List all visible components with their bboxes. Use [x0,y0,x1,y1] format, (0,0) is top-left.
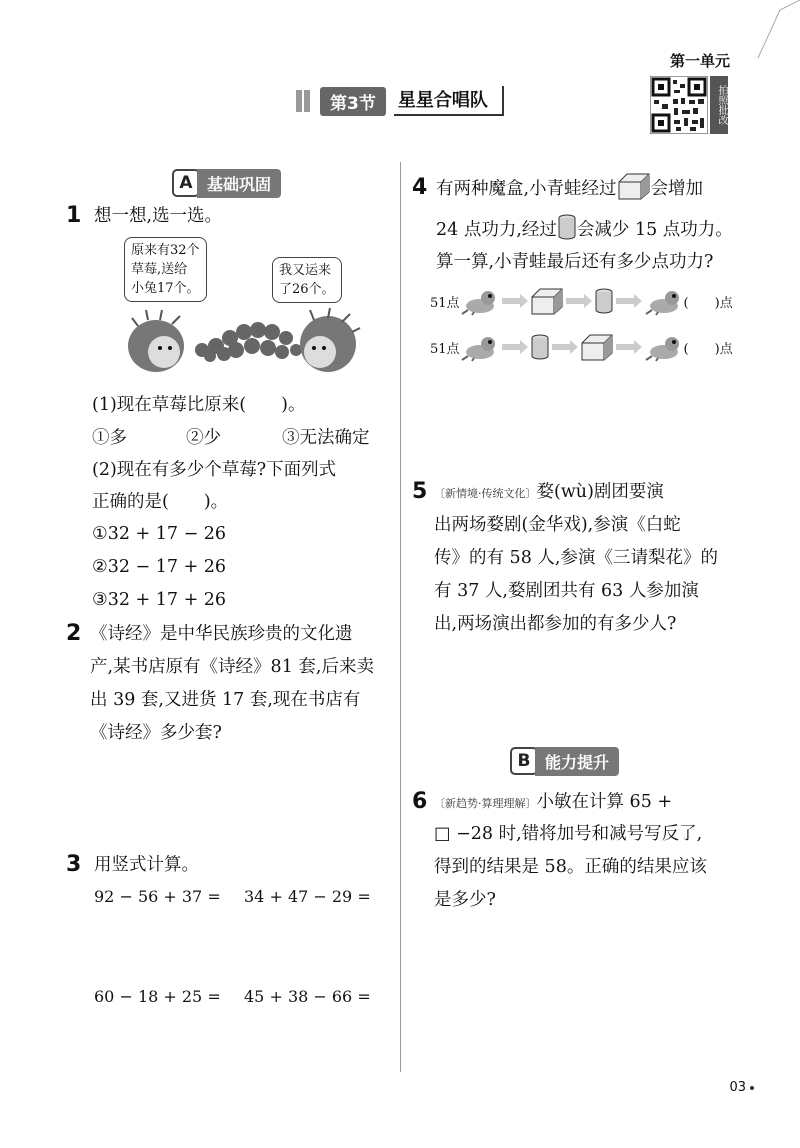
arrow-icon [614,339,644,355]
question-number: 6 [412,789,428,814]
q5-line: 有 37 人,婺剧团共有 63 人参加演 [434,581,699,601]
q6-tag: 〔新趋势·算理理解〕 [434,797,537,810]
start-value: 51点 [430,341,460,357]
speech-bubble-right [272,257,342,303]
q1-part1-option: ①多 [92,428,127,448]
cube-box-icon [530,287,564,315]
section-a-label: 基础巩固 [197,169,281,198]
q1-title: 想一想,选一选。 [94,206,223,226]
q6-text: 小敏在计算 65 + [536,792,673,812]
q1-part2-line: 正确的是( )。 [92,492,229,512]
q1-part2-option: ②32 − 17 + 26 [92,557,227,577]
frog-icon [644,286,684,316]
page-dot [750,1086,754,1090]
section-badge: 第3节 [320,87,386,116]
arrow-icon [550,339,580,355]
q4-flow-row [430,329,733,365]
q2-line: 出 39 套,又进货 17 套,现在书店有 [90,690,361,710]
q2-line: 《诗经》多少套? [90,723,222,743]
bubble-line: 草莓,送给 [131,262,188,277]
column-divider [400,162,401,1072]
qr-code-icon[interactable] [650,76,708,134]
q6-line: □ −28 时,错将加号和减号写反了, [434,824,703,844]
q2-line: 《诗经》是中华民族珍贵的文化遗 [90,624,353,644]
q1-part2-line: (2)现在有多少个草莓?下面列式 [92,460,337,480]
cylinder-box-icon [530,333,550,361]
arrow-icon [564,293,594,309]
q5-line: 传》的有 58 人,参演《三请梨花》的 [434,548,718,568]
q4-text: 会增加 [650,179,704,199]
q1-part1-option: ②少 [186,428,221,448]
q4-text: 有两种魔盒,小青蛙经过 [436,179,617,199]
bubble-line: 了26个。 [279,282,335,297]
start-value: 51点 [430,295,460,311]
q1-part1: (1)现在草莓比原来( )。 [92,395,306,415]
q4-flow-row [430,283,733,319]
corner-decoration [720,0,800,60]
question-number: 5 [412,479,428,504]
cube-box-icon [617,172,651,200]
cube-box-icon [580,333,614,361]
question-number: 3 [66,852,82,877]
q3-expression: 45 + 38 − 66 = [244,987,371,1006]
q5-line: 出,两场演出都参加的有多少人? [434,614,677,634]
q4-text: 24 点功力,经过 [436,220,557,240]
title-stripe [296,90,302,112]
q6-line: 是多少? [434,890,496,910]
bubble-line: 我又运来 [279,263,332,278]
q5-line1 [434,476,664,510]
section-title-bar [296,86,504,116]
section-b-label: 能力提升 [535,747,619,776]
q1-part2-option: ①32 + 17 − 26 [92,524,227,544]
q1-part2-option: ③32 + 17 + 26 [92,590,227,610]
q5-tag: 〔新情境·传统文化〕 [434,487,537,500]
cylinder-box-icon [557,213,577,241]
question-number: 2 [66,621,82,646]
cylinder-box-icon [594,287,614,315]
q6-line1 [434,786,672,820]
hedgehog-right-icon [300,308,360,372]
page-number: 03 [729,1080,746,1095]
q5-text: 婺(wù)剧团要演 [536,482,664,502]
answer-blank[interactable]: ( )点 [683,341,733,357]
q4-line1 [436,172,703,206]
title-stripe [304,90,310,112]
section-a-badge [172,169,281,197]
frog-icon [644,332,684,362]
bubble-line: 小兔17个。 [131,281,200,296]
section-title: 星星合唱队 [394,86,504,116]
strawberry-pile-icon [195,322,302,362]
question-number: 4 [412,175,428,200]
section-b-letter: B [510,747,538,775]
frog-icon [460,286,500,316]
speech-bubble-left [124,237,207,302]
arrow-icon [500,339,530,355]
q4-text: 会减少 15 点功力。 [576,220,733,240]
q5-line: 出两场婺剧(金华戏),参演《白蛇 [434,515,681,535]
q1-part1-option: ③无法确定 [282,428,370,448]
q3-expression: 92 − 56 + 37 = [94,887,221,906]
q3-title: 用竖式计算。 [94,855,199,875]
hedgehog-strawberry-illustration [124,300,364,384]
arrow-icon [614,293,644,309]
arrow-icon [500,293,530,309]
bubble-line: 原来有32个 [131,243,200,258]
q4-line3: 算一算,小青蛙最后还有多少点功力? [436,252,714,272]
q3-expression: 34 + 47 − 29 = [244,887,371,906]
frog-icon [460,332,500,362]
section-a-letter: A [172,169,200,197]
answer-blank[interactable]: ( )点 [683,295,733,311]
q4-line2 [436,213,733,247]
hedgehog-left-icon [128,310,184,372]
q2-line: 产,某书店原有《诗经》81 套,后来卖 [90,657,374,677]
question-number: 1 [66,203,82,228]
qr-side-label: 拍照批改 [710,76,728,134]
unit-label: 第一单元 [669,52,730,70]
q3-expression: 60 − 18 + 25 = [94,987,221,1006]
section-b-badge [510,747,619,775]
q6-line: 得到的结果是 58。正确的结果应该 [434,857,707,877]
